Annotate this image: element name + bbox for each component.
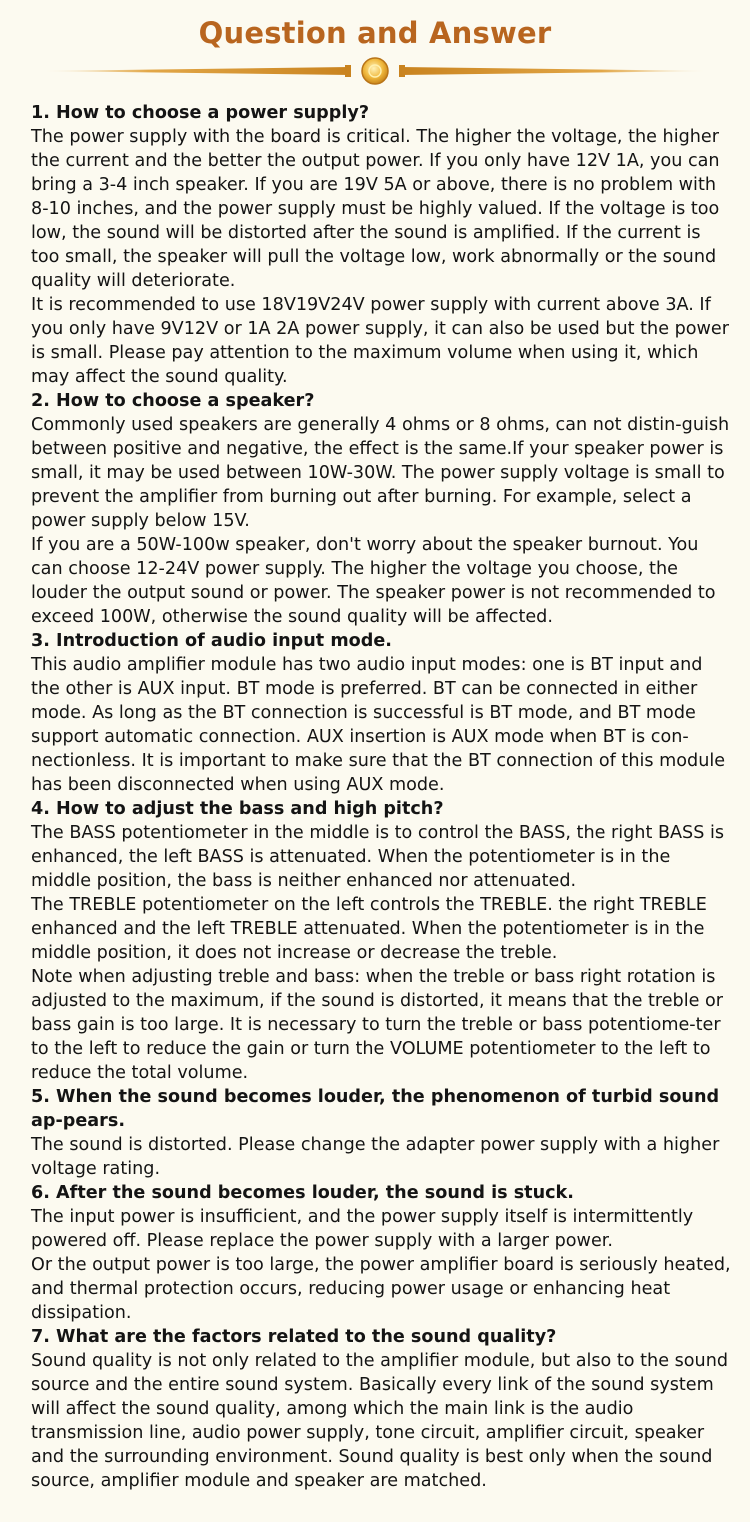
answer-paragraph: Or the output power is too large, the power amplifier board is seriously heated, and thermal protection occurs, reducing power usage or enhancing heat dissipation.: [31, 1255, 731, 1323]
answer-paragraph: It is recommended to use 18V19V24V power supply with current above 3A. If you only have 9V12V or 1A 2A power supply, it can also be used but the power is small. Please pay attention to the maximum volume when using it, which may affect the sound quality.: [31, 295, 729, 387]
divider-left-bar: [40, 65, 351, 77]
qa-section-4: [31, 797, 731, 1085]
question-heading: 7. What are the factors related to the sound quality?: [31, 1327, 557, 1347]
answer-paragraph: Commonly used speakers are generally 4 ohms or 8 ohms, can not distin-guish between positive and negative, the effect is the same.If your speaker power is small, it may be used between 10W-30W. The power supply voltage is small to prevent the amplifier from burning out after burning. For example, select a power supply below 15V.: [31, 415, 730, 531]
divider-medallion-icon: [362, 58, 388, 84]
answer-paragraph: The sound is distorted. Please change the adapter power supply with a higher voltage rating.: [31, 1135, 720, 1179]
question-heading: 6. After the sound becomes louder, the sound is stuck.: [31, 1183, 574, 1203]
answer-paragraph: Sound quality is not only related to the amplifier module, but also to the sound source and the entire sound system. Basically every link of the sound system will affect the sound quality, among which the main link is the audio transmission line, audio power supply, tone circuit, amplifier circuit, speaker and the surrounding environment. Sound quality is best only when the sound source, amplifier module and speaker are matched.: [31, 1351, 729, 1491]
page-title: Question and Answer: [198, 16, 552, 50]
answer-paragraph: The input power is insufficient, and the power supply itself is intermittently powered off. Please replace the power supply with a larger power.: [31, 1207, 694, 1251]
qa-section-1: [31, 101, 731, 389]
question-heading: 1. How to choose a power supply?: [31, 103, 370, 123]
question-heading: 2. How to choose a speaker?: [31, 391, 315, 411]
question-heading: 5. When the sound becomes louder, the phenomenon of turbid sound ap-pears.: [31, 1087, 720, 1131]
header: [0, 0, 750, 95]
answer-paragraph: The TREBLE potentiometer on the left controls the TREBLE. the right TREBLE enhanced and the left TREBLE attenuated. When the potentiometer is in the middle position, it does not increase or decrease the treble.: [31, 895, 707, 963]
qa-section-7: [31, 1325, 731, 1493]
answer-paragraph: The BASS potentiometer in the middle is to control the BASS, the right BASS is enhanced, the left BASS is attenuated. When the potentiometer is in the middle position, the bass is neither enhanced nor attenuated.: [31, 823, 725, 891]
qa-section-5: [31, 1085, 731, 1181]
qa-section-2: [31, 389, 731, 629]
question-heading: 3. Introduction of audio input mode.: [31, 631, 392, 651]
question-heading: 4. How to adjust the bass and high pitch?: [31, 799, 444, 819]
qa-content: [31, 101, 731, 1493]
answer-paragraph: The power supply with the board is critical. The higher the voltage, the higher the current and the better the output power. If you only have 12V 1A, you can bring a 3-4 inch speaker. If you are 19V 5A or above, there is no problem with 8-10 inches, and the power supply must be highly valued. If the voltage is too low, the sound will be distorted after the sound is amplified. If the current is too small, the speaker will pull the voltage low, work abnormally or the sound quality will deteriorate.: [31, 127, 720, 291]
answer-paragraph: If you are a 50W-100w speaker, don't worry about the speaker burnout. You can choose 12-24V power supply. The higher the voltage you choose, the louder the output sound or power. The speaker power is not recommended to exceed 100W, otherwise the sound quality will be affected.: [31, 535, 716, 627]
qa-section-3: [31, 629, 731, 797]
qa-section-6: [31, 1181, 731, 1325]
answer-paragraph: Note when adjusting treble and bass: when the treble or bass right rotation is adjusted to the maximum, if the sound is distorted, it means that the treble or bass gain is too large. It is necessary to turn the treble or bass potentiome-ter to the left to reduce the gain or turn the VOLUME potentiometer to the left to reduce the total volume.: [31, 967, 724, 1083]
answer-paragraph: This audio amplifier module has two audio input modes: one is BT input and the other is AUX input. BT mode is preferred. BT can be connected in either mode. As long as the BT connection is successful is BT mode, and BT mode support automatic connection. AUX insertion is AUX mode when BT is con-nectionless. It is important to make sure that the BT connection of this module has been disconnected when using AUX mode.: [31, 655, 726, 795]
divider-right-bar: [399, 65, 710, 77]
gold-divider: [40, 56, 710, 86]
